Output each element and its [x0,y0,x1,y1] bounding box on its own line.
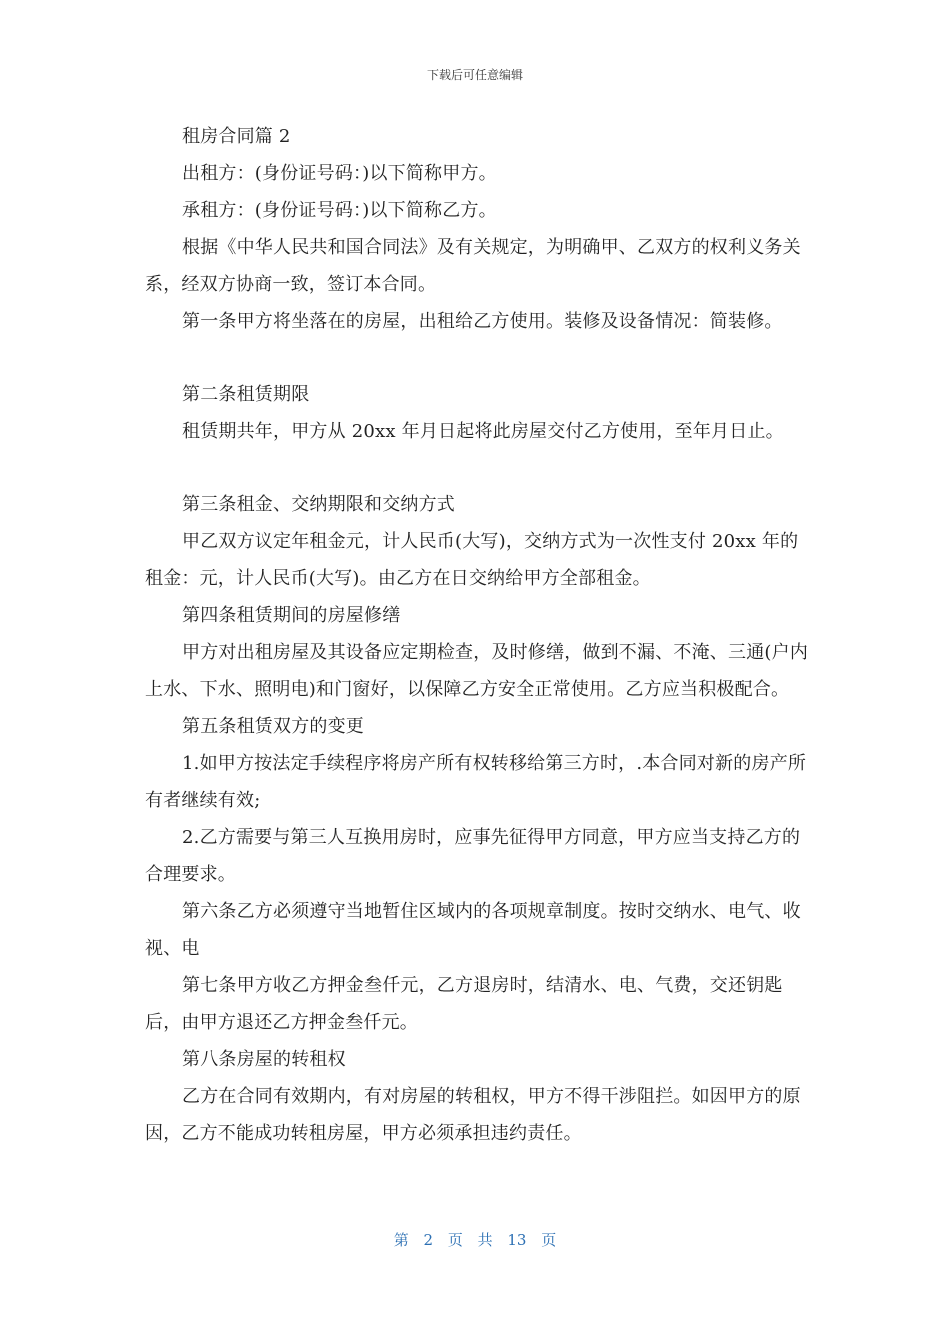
contract-body [145,118,810,1152]
article-8-paragraph: 乙方在合同有效期内，有对房屋的转租权，甲方不得干涉阻拦。如因甲方的原因，乙方不能成功转租房屋，甲方必须承担违约责任。 [145,1086,801,1144]
page-header-note: 下载后可任意编辑 [426,68,523,82]
lessee-line: 承租方：(身份证号码：)以下简称乙方。 [182,200,497,221]
article-5-item-2: 2.乙方需要与第三人互换用房时，应事先征得甲方同意，甲方应当支持乙方的合理要求。 [145,827,801,885]
preamble-paragraph: 根据《中华人民共和国合同法》及有关规定，为明确甲、乙双方的权利义务关系，经双方协商一致，签订本合同。 [145,237,801,295]
article-2-paragraph: 租赁期共年，甲方从 20xx 年月日起将此房屋交付乙方使用，至年月日止。 [182,421,784,442]
section-title: 租房合同篇 2 [182,126,291,147]
article-5-heading: 第五条租赁双方的变更 [182,716,364,737]
article-2-heading: 第二条租赁期限 [182,384,310,405]
page-number-footer: 第 2 页 共 13 页 [393,1231,557,1249]
article-1-paragraph: 第一条甲方将坐落在的房屋，出租给乙方使用。装修及设备情况：简装修。 [182,311,783,332]
article-4-heading: 第四条租赁期间的房屋修缮 [182,605,401,626]
article-3-paragraph: 甲乙双方议定年租金元，计人民币(大写)，交纳方式为一次性支付 20xx 年的租金：元，计人民币(大写)。由乙方在日交纳给甲方全部租金。 [145,531,799,589]
article-3-heading: 第三条租金、交纳期限和交纳方式 [182,494,455,515]
lessor-line: 出租方：(身份证号码：)以下简称甲方。 [182,163,497,184]
article-7-paragraph: 第七条甲方收乙方押金叁仟元，乙方退房时，结清水、电、气费，交还钥匙后，由甲方退还乙方押金叁仟元。 [145,975,783,1033]
article-5-item-1: 1.如甲方按法定手续程序将房产所有权转移给第三方时，.本合同对新的房产所有者继续有效; [145,753,807,811]
article-8-heading: 第八条房屋的转租权 [182,1049,346,1070]
article-4-paragraph: 甲方对出租房屋及其设备应定期检查，及时修缮，做到不漏、不淹、三通(户内上水、下水、照明电)和门窗好，以保障乙方安全正常使用。乙方应当积极配合。 [145,642,809,700]
article-6-paragraph: 第六条乙方必须遵守当地暂住区域内的各项规章制度。按时交纳水、电气、收视、电 [145,901,801,959]
